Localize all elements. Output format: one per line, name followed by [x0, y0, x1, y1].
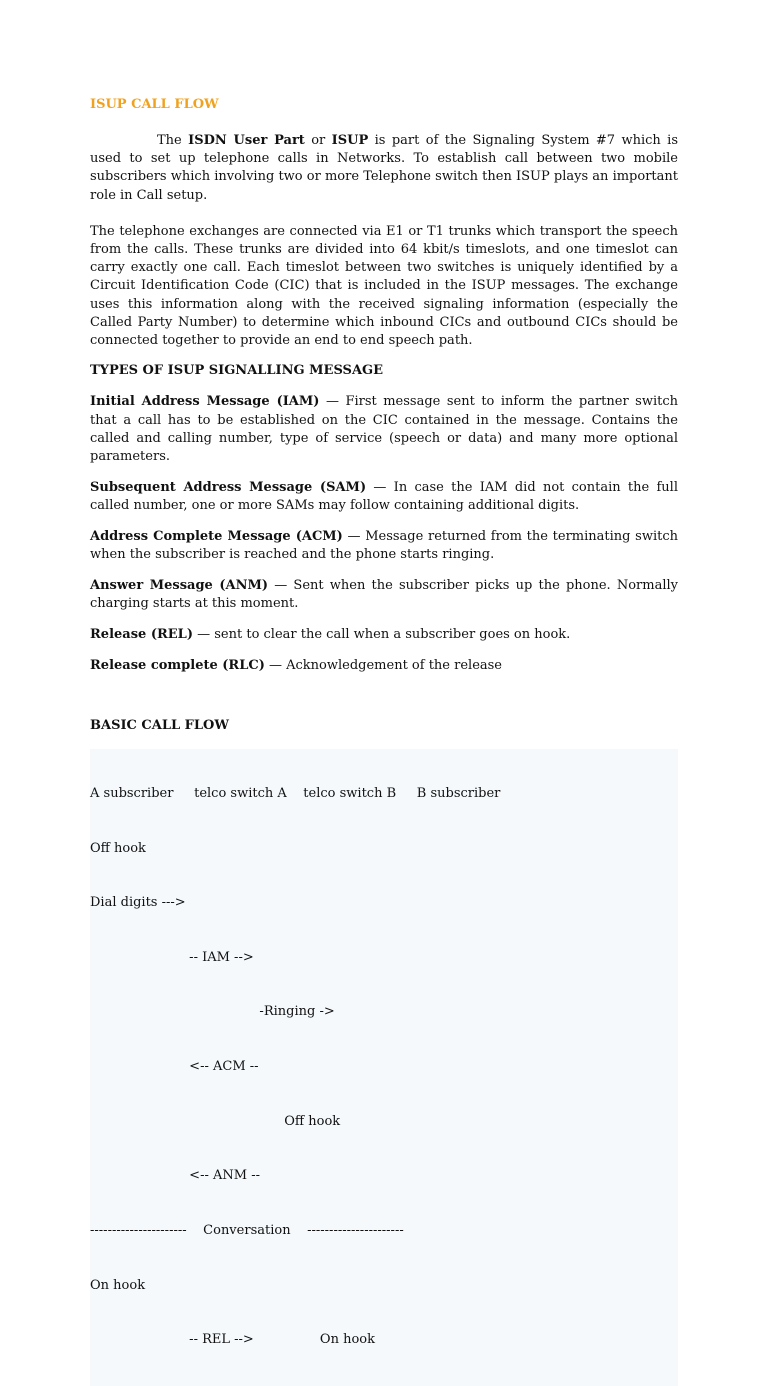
- intro-text-1: The: [157, 133, 189, 148]
- message-desc: — sent to clear the call when a subscriber goes on hook.: [192, 626, 571, 642]
- message-desc: — Message returned from the terminating switch when the subscriber is reached and the phone starts ringing.: [90, 528, 678, 563]
- message-name: Initial Address Message (IAM): [90, 394, 320, 410]
- message-acm: [90, 528, 678, 564]
- flow-line: ---------------------- Conversation ----------------------: [90, 1222, 404, 1238]
- flow-line: Off hook: [90, 840, 146, 856]
- flow-line: -- IAM -->: [90, 949, 254, 965]
- flow-line: On hook: [90, 1277, 146, 1293]
- section-spacer: [90, 687, 678, 717]
- message-iam: [90, 393, 678, 466]
- message-name: Release complete (RLC): [90, 657, 265, 673]
- call-flow-box: [90, 749, 678, 1386]
- message-sam: [90, 479, 678, 515]
- message-rel: [90, 626, 678, 644]
- message-desc: — Sent when the subscriber picks up the phone. Normally charging starts at this moment.: [90, 577, 678, 612]
- types-heading: TYPES OF ISUP SIGNALLING MESSAGE: [90, 363, 384, 379]
- flow-line: Off hook: [90, 1113, 341, 1129]
- document-page: [90, 96, 678, 1386]
- message-anm: [90, 577, 678, 613]
- flow-line-header: A subscriber telco switch A telco switch B B subscriber: [90, 786, 501, 802]
- message-name: Subsequent Address Message (SAM): [90, 479, 367, 495]
- message-desc: — In case the IAM did not contain the full called number, one or more SAMs may follow containing additional digits.: [90, 479, 678, 514]
- flow-heading: BASIC CALL FLOW: [90, 718, 229, 734]
- intro-text-2: or: [304, 133, 332, 148]
- message-desc: — First message sent to inform the partner switch that a call has to be established on the CIC contained in the message. Contains the called and calling number, type of service (speech or data) and many more optional parameters.: [90, 394, 678, 465]
- document-title: ISUP CALL FLOW: [90, 97, 219, 112]
- intro-text-3: is part of the Signaling System #7 which is used to set up telephone calls in Networks. To establish call between two mobile subscribers which involving two or more Telephone switch then ISUP plays an important role in Call setup.: [90, 133, 678, 203]
- flow-line: Dial digits --->: [90, 895, 186, 911]
- message-name: Release (REL): [90, 626, 193, 642]
- message-name: Answer Message (ANM): [90, 577, 269, 593]
- flow-line: -Ringing ->: [90, 1004, 335, 1020]
- message-name: Address Complete Message (ACM): [90, 528, 343, 544]
- message-rlc: [90, 657, 678, 675]
- message-desc: — Acknowledgement of the release: [264, 657, 503, 673]
- intro-bold-isdn: ISDN User Part: [188, 133, 305, 148]
- flow-line: <-- ACM --: [90, 1059, 259, 1075]
- flow-line: <-- ANM --: [90, 1168, 260, 1184]
- flow-line: -- REL --> On hook: [90, 1332, 375, 1348]
- intro-bold-isup: ISUP: [331, 133, 369, 148]
- trunk-paragraph: The telephone exchanges are connected via E1 or T1 trunks which transport the speech from the calls. These trunks are divided into 64 kbit/s timeslots, and one timeslot can carry exactly one call. Each timeslot between two switches is uniquely identified by a Circuit Identification Code (CIC) that is included in the ISUP messages. The exchange uses this information along with the received signaling information (especially the Called Party Number) to determine which inbound CICs and outbound CICs should be connected together to provide an end to end speech path.: [90, 223, 678, 349]
- intro-paragraph: [90, 132, 678, 205]
